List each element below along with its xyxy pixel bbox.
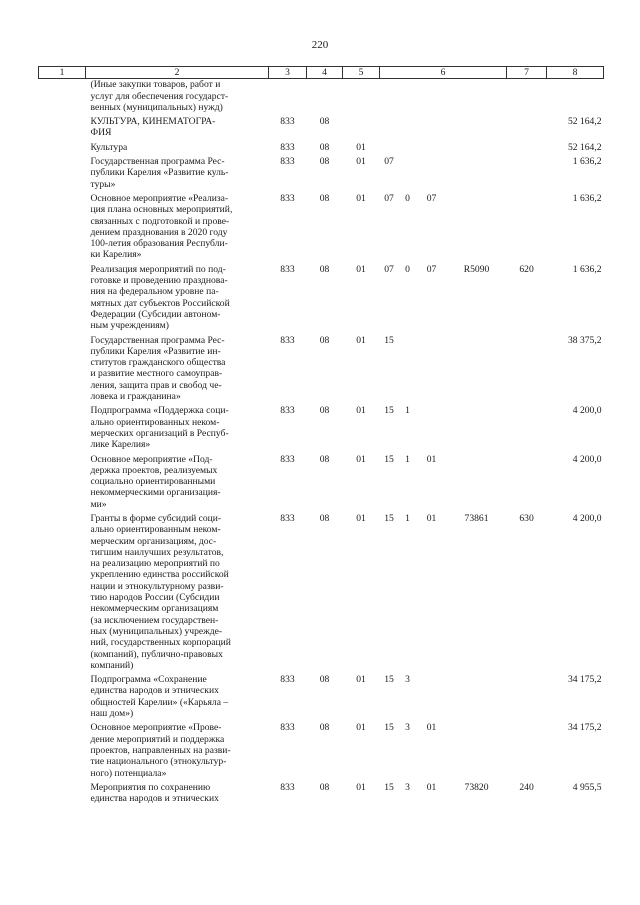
cell-program: 07	[384, 156, 394, 168]
name-line: ститутов гражданского общества	[90, 357, 226, 369]
cell-admin-code: 833	[280, 512, 295, 524]
cell-subprogram	[399, 79, 417, 116]
name-line: Государственная программа Рес-	[90, 334, 225, 346]
cell-direction	[447, 454, 507, 513]
budget-table	[38, 66, 604, 807]
column-header-5: 5	[343, 67, 380, 79]
name-line: ных (муниципальных) учрежде-	[90, 625, 223, 637]
cell-admin-code: 833	[280, 334, 295, 346]
cell-direction	[447, 405, 507, 453]
cell-activity: 01	[426, 453, 437, 465]
name-line: Основное мероприятие «Реализа-	[90, 192, 229, 204]
cell-subsection: 01	[356, 405, 366, 417]
cell-activity	[417, 674, 447, 722]
cell-admin-code: 833	[280, 405, 295, 417]
name-line: связанных с подготовкой и прове-	[90, 215, 230, 227]
name-line: тигшим наилучших результатов,	[90, 546, 224, 558]
name-line: тию народов России (Субсидии	[90, 592, 220, 604]
name-line: Подпрограмма «Поддержка соци-	[90, 405, 229, 417]
cell-expense-type: 620	[519, 263, 534, 275]
cell-program: 07	[384, 263, 394, 275]
cell-direction	[447, 674, 507, 722]
cell-program: 07	[384, 192, 394, 204]
cell-subprogram: 3	[405, 781, 410, 793]
cell-section: 08	[319, 192, 330, 204]
cell-direction	[447, 193, 507, 264]
cell-expense-type	[507, 116, 547, 142]
cell-subprogram	[399, 335, 417, 406]
cell-amount	[547, 79, 604, 116]
cell-expense-type	[507, 405, 547, 453]
cell-admin-code: 833	[280, 674, 295, 686]
cell-number	[39, 142, 86, 156]
name-line: мерческим организациям, дос-	[90, 535, 217, 547]
cell-expense-type: 630	[519, 512, 534, 524]
cell-number	[39, 264, 86, 335]
table-body	[39, 79, 604, 808]
name-line: наш дом»)	[90, 708, 134, 720]
cell-activity	[417, 156, 447, 193]
cell-expense-type	[507, 722, 547, 781]
cell-name	[86, 513, 269, 674]
name-line: ного) потенциала»	[90, 767, 167, 779]
cell-expense-type	[507, 335, 547, 406]
name-line: единства народов и этнических	[90, 793, 219, 805]
cell-activity	[417, 79, 447, 116]
cell-amount: 4 955,5	[572, 781, 602, 793]
name-line: (компаний), публично-правовых	[90, 648, 223, 660]
name-line: услуг для обеспечения государст-	[90, 90, 229, 102]
cell-direction	[447, 79, 507, 116]
name-line: КУЛЬТУРА, КИНЕМАТОГРА-	[90, 116, 216, 128]
cell-program: 15	[384, 405, 394, 417]
cell-subprogram: 1	[405, 453, 410, 465]
name-line: держка проектов, реализуемых	[90, 464, 218, 476]
cell-program: 15	[384, 781, 394, 793]
name-line: компаний)	[90, 659, 134, 671]
name-line: Мероприятия по сохранению	[90, 781, 211, 793]
cell-activity: 01	[426, 781, 437, 793]
table-row	[39, 782, 604, 808]
name-line: мятных дат субъектов Российской	[90, 297, 230, 309]
table-row	[39, 405, 604, 453]
cell-activity	[417, 142, 447, 156]
cell-amount: 4 200,0	[572, 453, 602, 465]
name-line: ально ориентированным неком-	[90, 524, 221, 536]
cell-amount: 1 636,2	[572, 263, 602, 275]
cell-expense-type	[507, 454, 547, 513]
name-line: ми»	[90, 498, 107, 510]
cell-section: 08	[319, 453, 330, 465]
cell-name	[86, 142, 269, 156]
name-line: тие национального (этнокультур-	[90, 756, 227, 768]
cell-number	[39, 405, 86, 453]
cell-number	[39, 454, 86, 513]
name-line: ки Карелия»	[90, 249, 142, 261]
name-line: укреплению единства российской	[90, 569, 229, 581]
cell-section	[307, 79, 343, 116]
cell-program: 15	[384, 674, 394, 686]
cell-admin-code	[269, 79, 307, 116]
cell-number	[39, 335, 86, 406]
cell-number	[39, 782, 86, 808]
table-row	[39, 264, 604, 335]
name-line: готовке и проведению празднова-	[90, 275, 228, 287]
name-line: ловека и гражданина»	[90, 391, 181, 403]
name-line: ний, государственных корпораций	[90, 637, 231, 649]
name-line: ФИЯ	[90, 127, 112, 139]
name-line: социально ориентированными	[90, 476, 216, 488]
cell-direction	[447, 722, 507, 781]
table-header-row	[39, 67, 604, 79]
cell-section: 08	[319, 116, 330, 128]
cell-activity: 07	[426, 263, 437, 275]
name-line: ально ориентированных неком-	[90, 416, 220, 428]
cell-expense-type: 240	[519, 781, 534, 793]
name-line: публики Карелия «Развитие куль-	[90, 167, 229, 179]
name-line: ным учреждениям)	[90, 320, 169, 332]
name-line: Федерации (Субсидии автоном-	[90, 308, 221, 320]
cell-subsection: 01	[356, 781, 366, 793]
cell-subprogram: 0	[405, 263, 410, 275]
cell-amount: 52 164,2	[567, 141, 602, 153]
cell-expense-type	[507, 156, 547, 193]
cell-section: 08	[319, 722, 330, 734]
cell-subsection: 01	[356, 722, 366, 734]
cell-program	[380, 116, 399, 142]
name-line: дением празднования в 2020 году	[90, 226, 228, 238]
cell-amount: 1 636,2	[572, 156, 602, 168]
cell-amount: 1 636,2	[572, 192, 602, 204]
table-row	[39, 79, 604, 116]
cell-expense-type	[507, 79, 547, 116]
cell-activity: 07	[426, 192, 437, 204]
name-line: ция плана основных мероприятий,	[90, 204, 233, 216]
cell-subprogram	[399, 142, 417, 156]
cell-amount: 34 175,2	[567, 722, 602, 734]
cell-program: 15	[384, 722, 394, 734]
cell-amount: 38 375,2	[567, 334, 602, 346]
name-line: Основное мероприятие «Под-	[90, 453, 213, 465]
cell-number	[39, 79, 86, 116]
cell-name	[86, 782, 269, 808]
table-row	[39, 193, 604, 264]
column-header-4: 4	[307, 67, 343, 79]
name-line: Гранты в форме субсидий соци-	[90, 512, 222, 524]
cell-direction: R5090	[463, 263, 490, 275]
cell-direction	[447, 156, 507, 193]
cell-section: 08	[319, 263, 330, 275]
cell-admin-code: 833	[280, 263, 295, 275]
cell-name	[86, 454, 269, 513]
cell-subsection	[343, 116, 380, 142]
name-line: лике Карелия»	[90, 439, 151, 451]
table-row	[39, 335, 604, 406]
cell-admin-code: 833	[280, 453, 295, 465]
cell-admin-code: 833	[280, 156, 295, 168]
cell-program	[380, 79, 399, 116]
cell-admin-code: 833	[280, 116, 295, 128]
cell-direction	[447, 335, 507, 406]
name-line: и развитие местного самоуправ-	[90, 368, 223, 380]
cell-direction: 73861	[464, 512, 489, 524]
cell-number	[39, 722, 86, 781]
cell-program: 15	[384, 512, 394, 524]
name-line: общностей Карелии» («Карьяла –	[90, 696, 229, 708]
name-line: туры»	[90, 178, 116, 190]
name-line: 100-летия образования Республи-	[90, 238, 228, 250]
cell-program	[380, 142, 399, 156]
cell-activity	[417, 335, 447, 406]
cell-subprogram	[399, 156, 417, 193]
page-number: 220	[311, 39, 329, 51]
column-header-3: 3	[269, 67, 307, 79]
cell-subsection: 01	[356, 334, 366, 346]
cell-expense-type	[507, 193, 547, 264]
cell-section: 08	[319, 405, 330, 417]
cell-number	[39, 193, 86, 264]
cell-subsection: 01	[356, 512, 366, 524]
cell-name	[86, 193, 269, 264]
name-line: венных (муниципальных) нужд)	[90, 101, 223, 113]
cell-subprogram	[399, 116, 417, 142]
name-line: единства народов и этнических	[90, 685, 219, 697]
cell-name	[86, 674, 269, 722]
cell-name	[86, 722, 269, 781]
cell-subprogram: 1	[405, 405, 410, 417]
name-line: мерческих организаций в Респуб-	[90, 427, 229, 439]
cell-section: 08	[319, 141, 330, 153]
cell-subsection: 01	[356, 453, 366, 465]
cell-admin-code: 833	[280, 722, 295, 734]
cell-admin-code: 833	[280, 781, 295, 793]
name-line: Государственная программа Рес-	[90, 156, 225, 168]
cell-subprogram: 0	[405, 192, 410, 204]
cell-amount: 4 200,0	[572, 405, 602, 417]
cell-amount: 52 164,2	[567, 116, 602, 128]
name-line: публики Карелия «Развитие ин-	[90, 345, 221, 357]
cell-activity: 01	[426, 512, 437, 524]
cell-subsection	[343, 79, 380, 116]
name-line: (за исключением государствен-	[90, 614, 219, 626]
column-header-6: 6	[380, 67, 507, 79]
cell-number	[39, 513, 86, 674]
column-header-2: 2	[86, 67, 269, 79]
cell-direction	[447, 142, 507, 156]
name-line: нации и этнокультурному разви-	[90, 580, 224, 592]
name-line: Культура	[90, 141, 128, 153]
table-row	[39, 156, 604, 193]
cell-section: 08	[319, 334, 330, 346]
cell-activity	[417, 405, 447, 453]
table-row	[39, 674, 604, 722]
column-header-7: 7	[507, 67, 547, 79]
cell-subprogram: 3	[405, 722, 410, 734]
cell-subsection: 01	[356, 141, 366, 153]
column-header-8: 8	[547, 67, 604, 79]
cell-program: 15	[384, 453, 394, 465]
table-row	[39, 142, 604, 156]
name-line: на реализацию мероприятий по	[90, 558, 220, 570]
name-line: ления, защита прав и свобод че-	[90, 379, 222, 391]
name-line: некоммерческими организация-	[90, 487, 221, 499]
cell-subsection: 01	[356, 263, 366, 275]
cell-name	[86, 264, 269, 335]
cell-admin-code: 833	[280, 192, 295, 204]
table-row	[39, 722, 604, 781]
column-header-1: 1	[39, 67, 86, 79]
cell-activity: 01	[426, 722, 437, 734]
cell-section: 08	[319, 156, 330, 168]
cell-name	[86, 335, 269, 406]
cell-section: 08	[319, 674, 330, 686]
name-line: Реализация мероприятий по под-	[90, 263, 226, 275]
cell-section: 08	[319, 781, 330, 793]
cell-number	[39, 674, 86, 722]
cell-activity	[417, 116, 447, 142]
cell-expense-type	[507, 142, 547, 156]
cell-name	[86, 116, 269, 142]
cell-number	[39, 116, 86, 142]
table-row	[39, 116, 604, 142]
cell-subsection: 01	[356, 156, 366, 168]
cell-direction: 73820	[464, 781, 489, 793]
cell-subsection: 01	[356, 674, 366, 686]
cell-subprogram: 1	[405, 512, 410, 524]
name-line: дение мероприятий и поддержка	[90, 733, 225, 745]
cell-name	[86, 405, 269, 453]
cell-direction	[447, 116, 507, 142]
table-row	[39, 454, 604, 513]
cell-amount: 4 200,0	[572, 512, 602, 524]
name-line: Основное мероприятие «Прове-	[90, 722, 222, 734]
cell-subsection: 01	[356, 192, 366, 204]
cell-number	[39, 156, 86, 193]
cell-program: 15	[384, 334, 394, 346]
cell-subprogram: 3	[405, 674, 410, 686]
table-row	[39, 513, 604, 674]
name-line: Подпрограмма «Сохранение	[90, 674, 207, 686]
cell-section: 08	[319, 512, 330, 524]
cell-expense-type	[507, 674, 547, 722]
name-line: проектов, направленных на разви-	[90, 744, 231, 756]
name-line: ния на федеральном уровне па-	[90, 286, 219, 298]
cell-amount: 34 175,2	[567, 674, 602, 686]
cell-name	[86, 79, 269, 116]
cell-name	[86, 156, 269, 193]
cell-admin-code: 833	[280, 141, 295, 153]
name-line: некоммерческим организациям	[90, 603, 219, 615]
name-line: (Иные закупки товаров, работ и	[90, 79, 221, 91]
